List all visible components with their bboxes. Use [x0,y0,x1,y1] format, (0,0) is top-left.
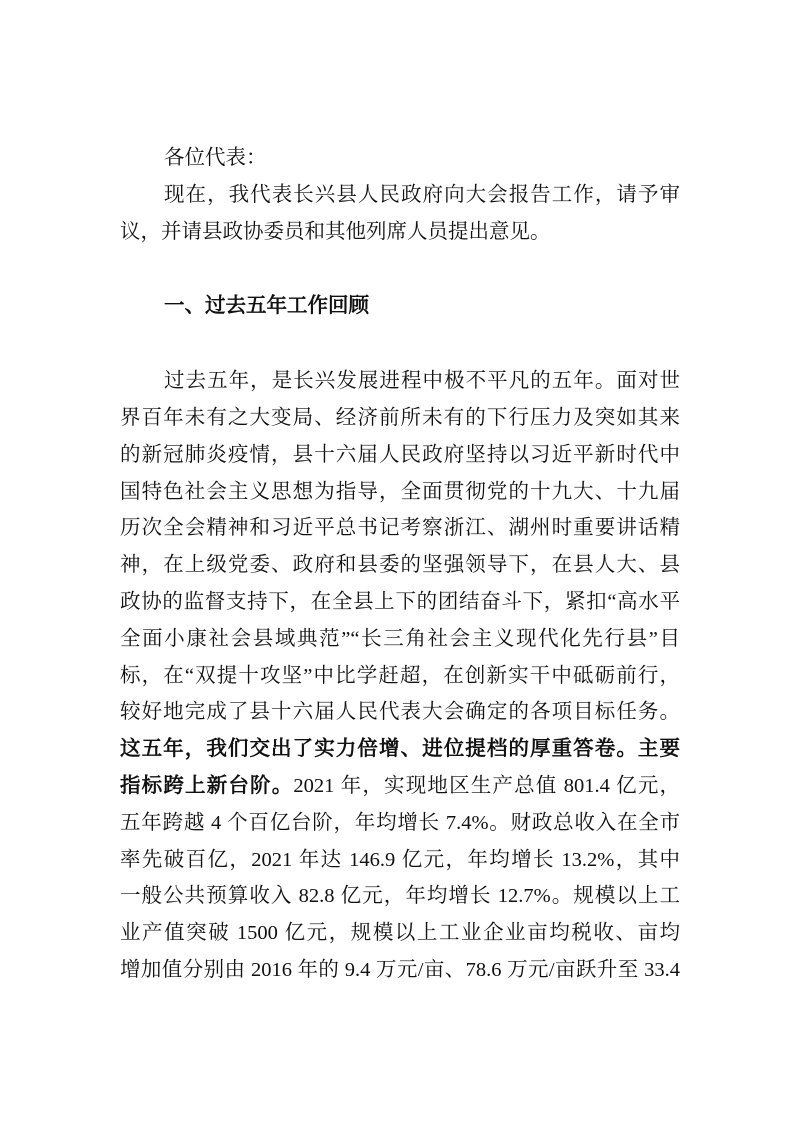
paragraph-line: 标，在“双提十攻坚”中比学赶超，在创新实干中砥砺前行， [120,664,680,687]
bold-summary-line: 这五年，我们交出了实力倍增、进位提档的厚重答卷。主要 [120,738,680,761]
paragraph-line: 业产值突破 1500 亿元，规模以上工业企业亩均税收、亩均 [120,922,680,945]
paragraph-line: 历次全会精神和习近平总书记考察浙江、湖州时重要讲话精 [120,517,680,540]
section-heading: 一、过去五年工作回顾 [164,295,369,318]
paragraph-line: 一般公共预算收入 82.8 亿元，年均增长 12.7%。规模以上工 [120,885,680,908]
paragraph-line: 政协的监督支持下，在全县上下的团结奋斗下，紧扣“高水平 [120,590,680,613]
document-page [120,140,680,989]
paragraph-line: 全面小康社会县域典范”“长三角社会主义现代化先行县”目 [120,627,680,650]
paragraph-line: 界百年未有之大变局、经济前所未有的下行压力及突如其来 [120,406,680,429]
paragraph-line: 国特色社会主义思想为指导，全面贯彻党的十九大、十九届 [120,480,680,503]
paragraph-line: 的新冠肺炎疫情，县十六届人民政府坚持以习近平新时代中 [120,443,680,466]
paragraph-text: 2021 年，实现地区生产总值 801.4 亿元， [293,774,681,797]
paragraph-line: 神，在上级党委、政府和县委的坚强领导下，在县人大、县 [120,554,680,577]
paragraph-line [120,768,680,805]
paragraph-line: 五年跨越 4 个百亿台阶，年均增长 7.4%。财政总收入在全市 [120,811,680,834]
intro-line: 议，并请县政协委员和其他列席人员提出意见。 [120,220,551,243]
paragraph-line: 过去五年，是长兴发展进程中极不平凡的五年。面对世 [164,370,680,393]
paragraph-line: 增加值分别由 2016 年的 9.4 万元/亩、78.6 万元/亩跃升至 33.4 [120,958,680,981]
salutation: 各位代表： [164,147,267,169]
bold-summary-text: 指标跨上新台阶。 [120,774,294,797]
paragraph-line: 较好地完成了县十六届人民代表大会确定的各项目标任务。 [120,701,680,724]
paragraph-line: 率先破百亿，2021 年达 146.9 亿元，年均增长 13.2%，其中 [120,848,680,871]
intro-line: 现在，我代表长兴县人民政府向大会报告工作，请予审 [164,183,680,206]
